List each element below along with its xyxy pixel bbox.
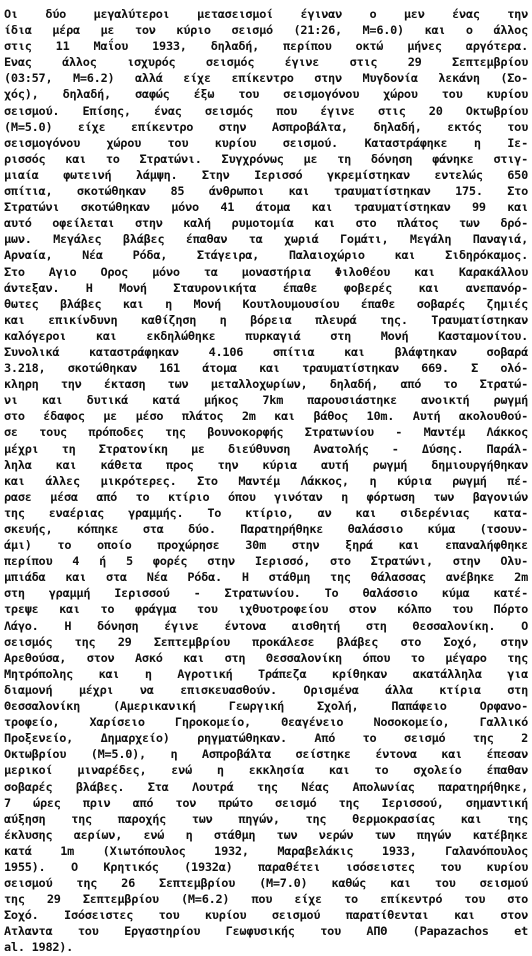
text-line: μερικοί μιναρέδες, ενώ η εκκλησία και το σχολείο έπαθαν	[4, 763, 528, 778]
text-line: al. 1982).	[4, 940, 74, 955]
text-line: νι και δυτικά κατά μήκος 7km παρουσιάστηκε ανοικτή ρωγμή	[4, 393, 528, 408]
text-line: ρισσός και το Στρατώνι. Συγχρόνως με τη δόνηση φάνηκε στιγ-	[4, 151, 528, 166]
text-line: στο έδαφος με μέσο πλάτος 2m και βάθος 10m. Αυτή ακολουθού-	[4, 409, 528, 424]
text-line: Προξενείο, Δημαρχείο) ρηγματώθηκαν. Από το σεισμό της 2	[4, 731, 528, 746]
text-line: Οι δύο μεγαλύτεροι μετασεισμοί έγιναν ο μεν ένας την	[4, 7, 528, 21]
text-line: Θεσσαλονίκη (Αμερικανική Γεωργική Σχολή, Παπάφειο Ορφανο-	[4, 699, 528, 714]
text-line: μπιάδα και στα Νέα Ρόδα. Η στάθμη της θάλασσας ανέβηκε 2m	[4, 570, 528, 585]
text-line: (03:57, Μ=6.2) αλλά είχε επίκεντρο στην Μυγδονία λεκάνη (Σο-	[4, 71, 528, 86]
text-line: διαμονή μέχρι να επισκευασθούν. Ορισμένα άλλα κτίρια στη	[4, 682, 528, 697]
text-line: καλόγεροι και εκδηλώθηκε πυρκαγιά στη Μονή Κασταμονίτου.	[4, 328, 528, 343]
text-line: μιαία φωτεινή λάμψη. Στην Ιερισσό γκρεμίστηκαν εντελώς 650	[4, 167, 528, 182]
text-line: Ενας άλλος ισχυρός σεισμός έγινε στις 29 Σεπτεμβρίου	[4, 55, 528, 70]
text-line: χός), δηλαδή, σαφώς έξω του σεισμογόνου χώρου του κυρίου	[4, 87, 528, 102]
text-line: περίπου 4 ή 5 φορές στην Ιερισσό, στο Στρατώνι, στην Ολυ-	[4, 554, 528, 569]
text-line: σεισμού. Επίσης, ένας σεισμός που έγινε στις 20 Οκτωβρίου	[4, 103, 528, 118]
text-line: Στο Αγιο Ορος μόνο τα μοναστήρια Φιλοθέου και Καρακάλλου	[4, 264, 528, 279]
text-line: ίδια μέρα με τον κύριο σεισμό (21:26, Μ=6.0) και ο άλλος	[4, 23, 528, 38]
text-line: θωτες βλάβες και η Μονή Κουτλουμουσίου έπαθε σοβαρές ζημιές	[4, 296, 528, 311]
text-line: Αρεθούσα, στον Ασκό και στη Θεσσαλονίκη όπου το μέγαρο της	[4, 650, 528, 665]
text-line: Σοχό. Ισόσειστες του κυρίου σεισμού παρατίθενται και στον	[4, 908, 528, 923]
text-line: αύξηση της παροχής των πηγών, της θερμοκρασίας και της	[4, 811, 528, 826]
text-line: 3.218, σκοτώθηκαν 161 άτομα και τραυματίστηκαν 669. Σ ολό-	[4, 361, 528, 376]
document-page	[4, 6, 528, 956]
text-line: σε τους πρόποδες της βουνοκορφής Στρατωνίου - Μαντέμ Λάκκος	[4, 425, 528, 440]
text-line: σκευής, κόπηκε στα δύο. Παρατηρήθηκε θαλάσσιο κύμα (τσουν-	[4, 522, 528, 536]
text-line: Μητρόπολης και η Αγροτική Τράπεζα κρίθηκαν ακατάλληλα για	[4, 666, 528, 681]
text-line: τροφείο, Χαρίσειο Γηροκομείο, Θεαγένειο Νοσοκομείο, Γαλλικό	[4, 715, 528, 730]
text-line: κατά 1m (Χιωτόπουλος 1932, Μαραβελάκις 1933, Γαλανόπουλος	[4, 843, 528, 858]
text-line: άντεξαν. Η Μονή Σταυρονικήτα έπαθε φοβερές και ανεπανόρ-	[4, 280, 528, 295]
text-line: άμι) το οποίο προχώρησε 30m στην ξηρά και επαναλήφθηκε	[4, 538, 528, 553]
text-line: Οκτωβρίου (Μ=5.0), η Ασπροβάλτα σείστηκε έντονα και έπεσαν	[4, 747, 528, 762]
text-line: ρασε μέσα από το κτίριο όπου γινόταν η φόρτωση των βαγονιών	[4, 489, 528, 504]
text-line: (Μ=5.0) είχε επίκεντρο στην Ασπροβάλτα, δηλαδή, εκτός του	[4, 119, 528, 134]
text-line: σεισμός της 29 Σεπτεμβρίου προκάλεσε βλάβες στο Σοχό, στην	[4, 634, 528, 649]
text-line: και επικίνδυνη καθίζηση η βόρεια πλευρά της. Τραυματίστηκαν	[4, 312, 528, 327]
text-line: της εναέριας γραμμής. Το κτίριο, αν και σιδερένιας κατα-	[4, 505, 528, 520]
text-line: έκλυσης αερίων, ενώ η στάθμη των νερών των πηγών κατέβηκε	[4, 827, 528, 842]
text-line: 1955). Ο Κρητικός (1932α) παραθέτει ισόσειστες του κυρίου	[4, 859, 528, 874]
text-line: μέχρι τη Στρατονίκη με διεύθυνση Ανατολής - Δύσης. Παράλ-	[4, 441, 528, 456]
text-line: 7 ώρες πριν από τον πρώτο σεισμό της Ιερισσού, σημαντική	[4, 795, 528, 810]
text-line: Στρατώνι σκοτώθηκαν μόνο 41 άτομα και τραυματίστηκαν 99 και	[4, 200, 528, 215]
text-line: Ατλαντα του Εργαστηρίου Γεωφυσικής του ΑΠΘ (Papazachos et	[4, 924, 528, 939]
text-line: και άλλες μικρότερες. Στο Μαντέμ Λάκκος, η κύρια ρωγμή πέ-	[4, 473, 528, 488]
text-line: σεισμού της 26 Σεπτεμβρίου (Μ=7.0) καθώς και του σεισμού	[4, 876, 528, 891]
text-line: Αρναία, Νέα Ρόδα, Στάγειρα, Παλαιοχώριο και Σιδηρόκαμος.	[4, 248, 528, 263]
text-line: αυτό οφείλεται στην καλή ρυμοτομία και στο πλάτος των δρό-	[4, 216, 528, 231]
text-line: Λάγο. Η δόνηση έγινε έντονα αισθητή στη Θεσσαλονίκη. Ο	[4, 618, 528, 633]
text-line: τρεψε και το φράγμα του ιχθυοτροφείου στον κόλπο του Πόρτο	[4, 602, 528, 617]
text-line: της 29 Σεπτεμβρίου (Μ=6.2) που είχε το επίκεντρό του στο	[4, 892, 528, 907]
text-line: μων. Μεγάλες βλάβες έπαθαν τα χωριά Γομάτι, Μεγάλη Παναγιά,	[4, 232, 528, 247]
text-line: στη γραμμή Ιερισσού - Στρατωνίου. Το θαλάσσιο κύμα κατέ-	[4, 586, 528, 601]
text-line: Συνολικά καταστράφηκαν 4.106 σπίτια και βλάφτηκαν σοβαρά	[4, 344, 528, 359]
text-line: κληρη την έκταση των μεταλλοχωρίων, δηλαδή, από το Στρατώ-	[4, 377, 528, 392]
text-line: ληλα και κάθετα προς την κύρια αυτή ρωγμή δημιουργήθηκαν	[4, 457, 528, 472]
text-line: σεισμογόνου χώρου του κυρίου σεισμού. Καταστράφηκε η Ιε-	[4, 135, 528, 150]
text-line: στις 11 Μαΐου 1933, δηλαδή, περίπου οκτώ μήνες αργότερα.	[4, 39, 528, 54]
text-line: σοβαρές βλάβες. Στα Λουτρά της Νέας Απολωνίας παρατηρήθηκε,	[4, 779, 528, 794]
text-line: σπίτια, σκοτώθηκαν 85 άνθρωποι και τραυματίστηκαν 175. Στο	[4, 184, 528, 199]
